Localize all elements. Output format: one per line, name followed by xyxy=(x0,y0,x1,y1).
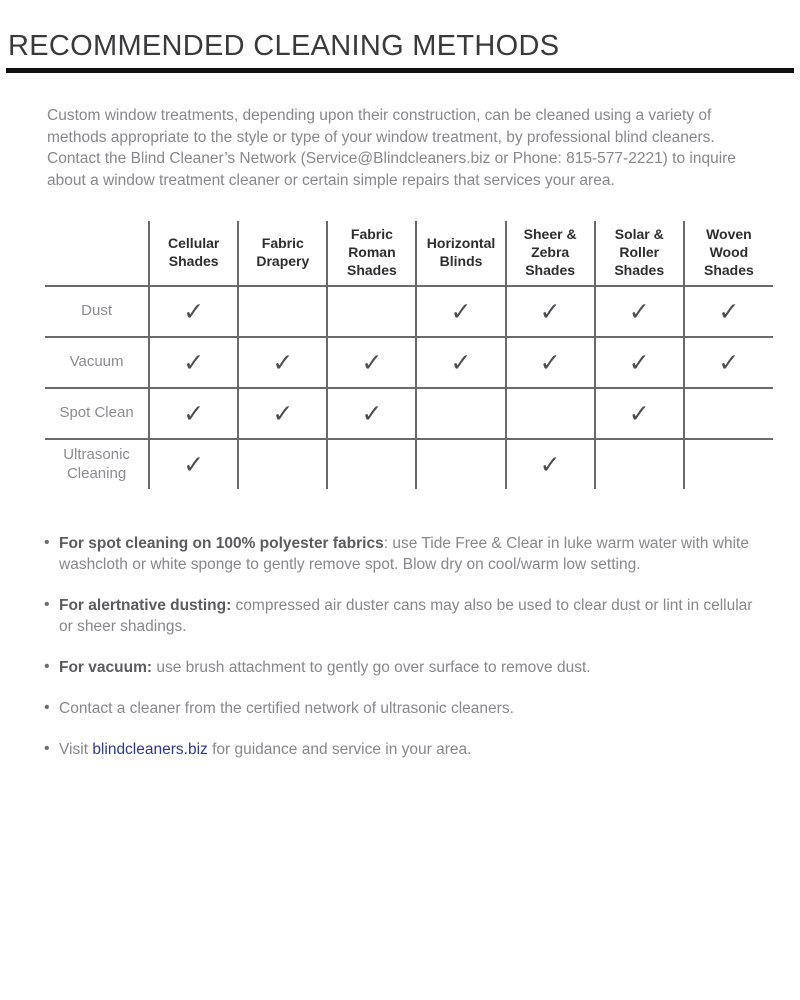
check-cell: ✓ xyxy=(506,337,595,388)
check-cell xyxy=(506,388,595,439)
check-cell: ✓ xyxy=(149,388,238,439)
check-cell xyxy=(416,439,505,489)
check-cell: ✓ xyxy=(149,337,238,388)
check-cell: ✓ xyxy=(327,337,416,388)
check-cell: ✓ xyxy=(595,337,684,388)
notes-list xyxy=(44,533,770,760)
note-vacuum xyxy=(44,657,770,678)
column-header-fabric-roman-shades: Fabric Roman Shades xyxy=(327,221,416,286)
note-alternative-dusting xyxy=(44,595,770,637)
note-body-text: for guidance and service in your area. xyxy=(207,741,472,758)
row-label-vacuum: Vacuum xyxy=(45,337,149,388)
check-cell xyxy=(238,286,327,337)
note-ultrasonic-network xyxy=(44,698,770,719)
column-header-sheer-zebra-shades: Sheer & Zebra Shades xyxy=(506,221,595,286)
check-cell xyxy=(684,439,773,489)
column-header-horizontal-blinds: Horizontal Blinds xyxy=(416,221,505,286)
check-cell: ✓ xyxy=(238,337,327,388)
check-cell: ✓ xyxy=(506,286,595,337)
check-cell: ✓ xyxy=(684,286,773,337)
check-cell xyxy=(416,388,505,439)
check-cell: ✓ xyxy=(595,388,684,439)
blindcleaners-link[interactable]: blindcleaners.biz xyxy=(92,741,208,758)
check-cell xyxy=(327,286,416,337)
table-row-vacuum xyxy=(45,337,773,388)
check-cell: ✓ xyxy=(416,286,505,337)
column-header-woven-wood-shades: Woven Wood Shades xyxy=(684,221,773,286)
check-cell xyxy=(327,439,416,489)
table-row-spot-clean xyxy=(45,388,773,439)
check-cell: ✓ xyxy=(238,388,327,439)
page-title: RECOMMENDED CLEANING METHODS xyxy=(8,30,560,62)
table-row-dust xyxy=(45,286,773,337)
column-header-cellular-shades: Cellular Shades xyxy=(149,221,238,286)
note-spot-cleaning xyxy=(44,533,770,575)
note-bold-lead: For vacuum: xyxy=(59,659,153,676)
check-cell: ✓ xyxy=(149,286,238,337)
check-cell: ✓ xyxy=(416,337,505,388)
title-block xyxy=(6,30,794,73)
note-body-text: : use Tide Free & Clear in luke warm water with white washcloth or white sponge to gently remove spot. Blow dry on cool/warm low setting. xyxy=(59,535,749,573)
note-body-text: Visit xyxy=(59,741,93,758)
check-cell: ✓ xyxy=(595,286,684,337)
table-row-ultrasonic-cleaning xyxy=(45,439,773,489)
check-cell: ✓ xyxy=(506,439,595,489)
note-bold-lead: For spot cleaning on 100% polyester fabrics xyxy=(59,535,384,552)
note-visit-site xyxy=(44,739,770,760)
check-cell xyxy=(238,439,327,489)
note-bold-lead: For alertnative dusting: xyxy=(59,597,232,614)
note-body-text: compressed air duster cans may also be used to clear dust or lint in cellular or sheer shadings. xyxy=(59,597,753,635)
note-body-text: Contact a cleaner from the certified network of ultrasonic cleaners. xyxy=(59,700,514,717)
row-label-ultrasonic-cleaning: Ultrasonic Cleaning xyxy=(45,439,149,489)
table-corner-cell xyxy=(45,221,149,286)
intro-paragraph: Custom window treatments, depending upon their construction, can be cleaned using a variety of methods appropriate to the style or type of your window treatment, by professional blind cleaners. Contact the Blind Cleaner’s Network (Service@Blindcleaners.biz or Phone: 815-577-2221) to inquire about a window treatment cleaner or certain simple repairs that services your area. xyxy=(47,107,736,189)
check-cell: ✓ xyxy=(327,388,416,439)
table-header-row xyxy=(45,221,773,286)
note-body-text: use brush attachment to gently go over surface to remove dust. xyxy=(152,659,591,676)
check-cell: ✓ xyxy=(684,337,773,388)
column-header-solar-roller-shades: Solar & Roller Shades xyxy=(595,221,684,286)
row-label-dust: Dust xyxy=(45,286,149,337)
check-cell: ✓ xyxy=(149,439,238,489)
check-cell xyxy=(684,388,773,439)
cleaning-methods-table xyxy=(45,221,773,489)
column-header-fabric-drapery: Fabric Drapery xyxy=(238,221,327,286)
check-cell xyxy=(595,439,684,489)
row-label-spot-clean: Spot Clean xyxy=(45,388,149,439)
